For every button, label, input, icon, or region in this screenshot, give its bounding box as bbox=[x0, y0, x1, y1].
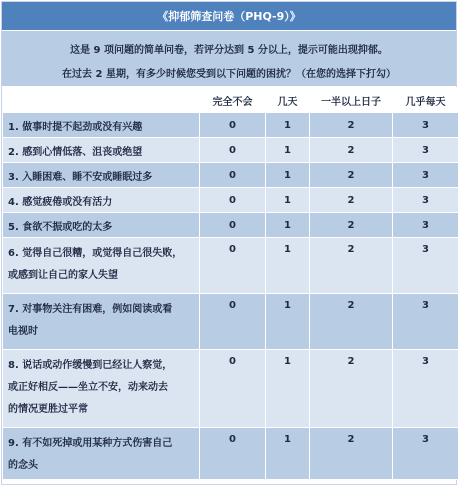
instruction-line-1: 这是 9 项问题的简单问卷，若评分达到 5 分以上，提示可能出现抑郁。 bbox=[70, 45, 388, 56]
score-not-at-all[interactable]: 0 bbox=[200, 188, 266, 213]
question-text bbox=[3, 294, 200, 350]
question-row bbox=[3, 294, 459, 350]
column-header-more-than-half: 一半以上日子 bbox=[310, 88, 393, 113]
score-not-at-all[interactable]: 0 bbox=[200, 113, 266, 138]
question-text-line: 9. 有不如死掉或用某种方式伤害自己 bbox=[8, 438, 173, 449]
score-nearly-every-day[interactable]: 3 bbox=[393, 163, 459, 188]
score-several-days[interactable]: 1 bbox=[266, 113, 310, 138]
question-text-line: 2. 感到心情低落、沮丧或绝望 bbox=[8, 146, 143, 158]
question-text-line: 的情况更胜过平常 bbox=[8, 404, 88, 415]
score-several-days[interactable]: 1 bbox=[266, 163, 310, 188]
phq9-questionnaire bbox=[1, 1, 457, 485]
question-text-line: 的念头 bbox=[8, 460, 38, 471]
question-text bbox=[3, 238, 200, 294]
column-header-not-at-all: 完全不会 bbox=[200, 88, 266, 113]
question-text bbox=[3, 188, 200, 213]
question-text-line: 7. 对事物关注有困难，例如阅读或看 bbox=[8, 304, 173, 315]
questionnaire-title: 《抑郁筛查问卷（PHQ-9）》 bbox=[2, 2, 456, 31]
question-text-line: 3. 入睡困难、睡不安或睡眠过多 bbox=[8, 171, 153, 183]
question-text bbox=[3, 428, 200, 480]
score-more-than-half[interactable]: 2 bbox=[310, 113, 393, 138]
score-not-at-all[interactable]: 0 bbox=[200, 163, 266, 188]
question-text bbox=[3, 163, 200, 188]
score-more-than-half[interactable]: 2 bbox=[310, 138, 393, 163]
instructions bbox=[2, 31, 456, 87]
question-text bbox=[3, 113, 200, 138]
score-several-days[interactable]: 1 bbox=[266, 428, 310, 480]
score-nearly-every-day[interactable]: 3 bbox=[393, 294, 459, 350]
score-several-days[interactable]: 1 bbox=[266, 188, 310, 213]
question-row bbox=[3, 350, 459, 428]
question-row bbox=[3, 163, 459, 188]
question-row bbox=[3, 213, 459, 238]
question-text-line: 6. 觉得自己很糟，或觉得自己很失败， bbox=[8, 248, 183, 259]
score-not-at-all[interactable]: 0 bbox=[200, 213, 266, 238]
question-text-line: 8. 说话或动作缓慢到已经让人察觉， bbox=[8, 360, 173, 371]
question-text-line: 电视时 bbox=[8, 326, 38, 337]
score-nearly-every-day[interactable]: 3 bbox=[393, 428, 459, 480]
question-row bbox=[3, 188, 459, 213]
score-several-days[interactable]: 1 bbox=[266, 213, 310, 238]
score-more-than-half[interactable]: 2 bbox=[310, 188, 393, 213]
score-more-than-half[interactable]: 2 bbox=[310, 350, 393, 428]
score-nearly-every-day[interactable]: 3 bbox=[393, 188, 459, 213]
questions-table bbox=[2, 87, 459, 480]
question-text-line: 或感到让自己的家人失望 bbox=[8, 270, 118, 281]
score-not-at-all[interactable]: 0 bbox=[200, 294, 266, 350]
question-row bbox=[3, 428, 459, 480]
score-nearly-every-day[interactable]: 3 bbox=[393, 138, 459, 163]
question-text bbox=[3, 213, 200, 238]
score-several-days[interactable]: 1 bbox=[266, 238, 310, 294]
question-text bbox=[3, 138, 200, 163]
instruction-line-2: 在过去 2 星期，有多少时候您受到以下问题的困扰？（在您的选择下打勾） bbox=[62, 69, 396, 80]
score-more-than-half[interactable]: 2 bbox=[310, 428, 393, 480]
score-several-days[interactable]: 1 bbox=[266, 350, 310, 428]
question-text bbox=[3, 350, 200, 428]
column-header-nearly-every-day: 几乎每天 bbox=[393, 88, 459, 113]
score-more-than-half[interactable]: 2 bbox=[310, 163, 393, 188]
score-several-days[interactable]: 1 bbox=[266, 138, 310, 163]
column-header-several-days: 几天 bbox=[266, 88, 310, 113]
score-several-days[interactable]: 1 bbox=[266, 294, 310, 350]
question-text-line: 或正好相反——坐立不安，动来动去 bbox=[8, 382, 168, 393]
score-not-at-all[interactable]: 0 bbox=[200, 428, 266, 480]
question-text-line: 5. 食欲不振或吃的太多 bbox=[8, 221, 113, 233]
score-not-at-all[interactable]: 0 bbox=[200, 138, 266, 163]
header-blank-cell bbox=[3, 88, 200, 113]
score-nearly-every-day[interactable]: 3 bbox=[393, 238, 459, 294]
question-row bbox=[3, 138, 459, 163]
column-header-row bbox=[3, 88, 459, 113]
score-more-than-half[interactable]: 2 bbox=[310, 238, 393, 294]
score-more-than-half[interactable]: 2 bbox=[310, 294, 393, 350]
score-nearly-every-day[interactable]: 3 bbox=[393, 213, 459, 238]
question-row bbox=[3, 113, 459, 138]
score-nearly-every-day[interactable]: 3 bbox=[393, 113, 459, 138]
score-not-at-all[interactable]: 0 bbox=[200, 238, 266, 294]
score-nearly-every-day[interactable]: 3 bbox=[393, 350, 459, 428]
score-more-than-half[interactable]: 2 bbox=[310, 213, 393, 238]
question-row bbox=[3, 238, 459, 294]
question-text-line: 1. 做事时提不起劲或没有兴趣 bbox=[8, 121, 143, 133]
score-not-at-all[interactable]: 0 bbox=[200, 350, 266, 428]
question-text-line: 4. 感觉疲倦或没有活力 bbox=[8, 196, 113, 208]
